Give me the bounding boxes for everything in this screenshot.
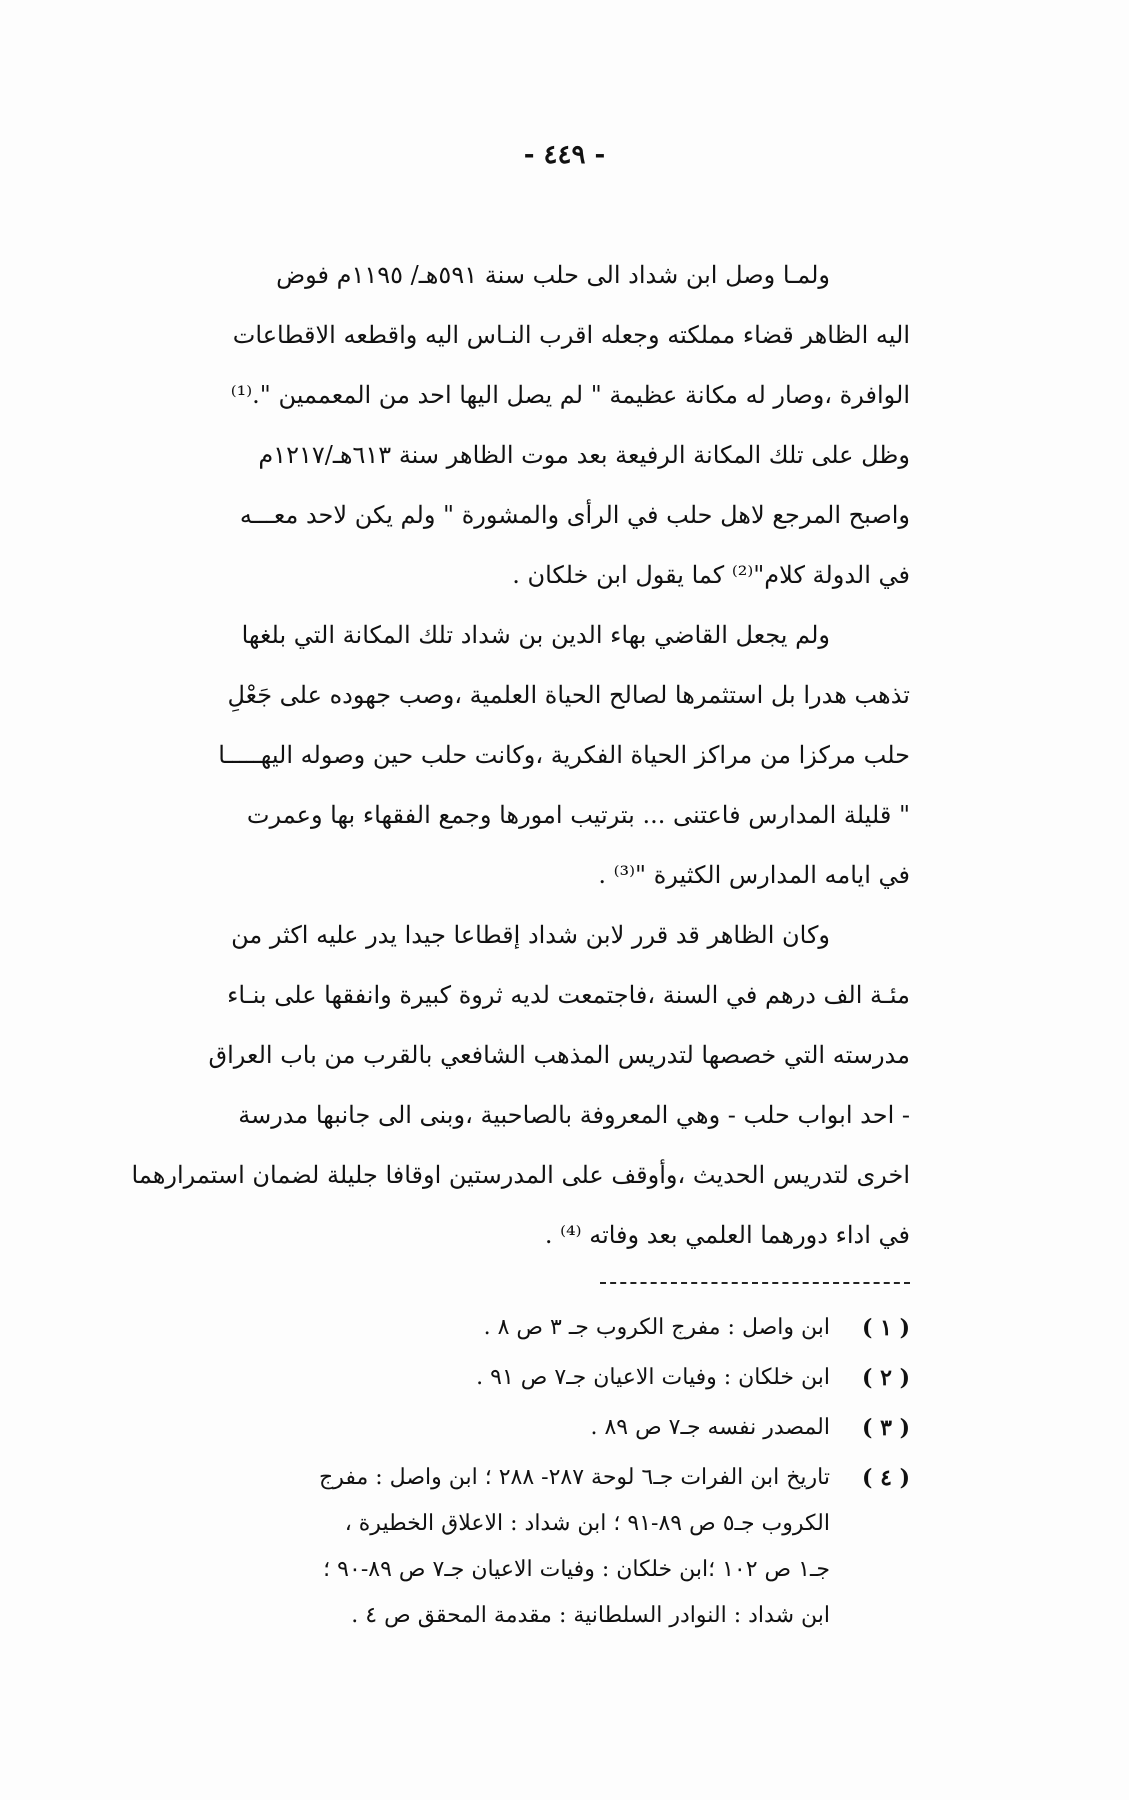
footnote-line: ابن شداد : النوادر السلطانية : مقدمة المحقق ص ٤ .: [351, 1603, 830, 1628]
body-text: [120, 245, 910, 1265]
footnote: [140, 1405, 910, 1451]
footnote-number: ( ٣ ): [862, 1415, 910, 1441]
text-line: وكان الظاهر قد قرر لابن شداد إقطاعا جيدا يدر عليه اكثر من: [231, 921, 830, 949]
footnote: [140, 1455, 910, 1639]
footnote-line: ابن واصل : مفرج الكروب جـ ٣ ص ٨ .: [483, 1315, 830, 1340]
text-line: مدرسته التي خصصها لتدريس المذهب الشافعي بالقرب من باب العراق: [208, 1041, 910, 1069]
footnote-number: ( ١ ): [862, 1315, 910, 1341]
paragraph-2: [120, 605, 910, 905]
footnote-body: [140, 1455, 830, 1639]
footnote: [140, 1305, 910, 1351]
text-line: اخرى لتدريس الحديث ،وأوقف على المدرستين اوقافا جليلة لضمان استمرارهما: [131, 1161, 910, 1189]
footnote-number: ( ٤ ): [862, 1465, 910, 1491]
text-line: في اداء دورهما العلمي بعد وفاته ⁽⁴⁾ .: [544, 1221, 910, 1249]
page-number: - ٤٤٩ -: [523, 140, 606, 170]
footnote-body: [140, 1305, 830, 1351]
text-line: واصبح المرجع لاهل حلب في الرأى والمشورة " ولم يكن لاحد معـــه: [239, 501, 910, 529]
text-line: حلب مركزا من مراكز الحياة الفكرية ،وكانت حلب حين وصوله اليهـــــا: [218, 741, 910, 769]
text-line: في ايامه المدارس الكثيرة "⁽³⁾ .: [598, 861, 910, 889]
footnote-number: ( ٢ ): [862, 1365, 910, 1391]
text-line: - احد ابواب حلب - وهي المعروفة بالصاحبية ،وبنى الى جانبها مدرسة: [238, 1101, 910, 1129]
footnote-line: تاريخ ابن الفرات جـ٦ لوحة ٢٨٧- ٢٨٨ ؛ ابن واصل : مفرج: [319, 1465, 830, 1490]
footnote-line: ابن خلكان : وفيات الاعيان جـ٧ ص ٩١ .: [476, 1365, 830, 1390]
text-line: اليه الظاهر قضاء مملكته وجعله اقرب النـاس اليه واقطعه الاقطاعات: [232, 321, 910, 349]
footnote-line: المصدر نفسه جـ٧ ص ٨٩ .: [590, 1415, 830, 1440]
footnotes: [140, 1305, 910, 1643]
paragraph-1: [120, 245, 910, 605]
footnote-body: [140, 1405, 830, 1451]
footnote: [140, 1355, 910, 1401]
text-line: الوافرة ،وصار له مكانة عظيمة " لم يصل اليها احد من المعممين ".⁽¹⁾: [230, 381, 910, 409]
footnote-line: جـ١ ص ١٠٢ ؛ابن خلكان : وفيات الاعيان جـ٧ ص ٨٩-٩٠ ؛: [323, 1557, 830, 1582]
text-line: وظل على تلك المكانة الرفيعة بعد موت الظاهر سنة ٦١٣هـ/١٢١٧م: [258, 441, 910, 469]
footnote-body: [140, 1355, 830, 1401]
text-line: ولم يجعل القاضي بهاء الدين بن شداد تلك المكانة التي بلغها: [241, 621, 830, 649]
footnote-divider: [600, 1282, 910, 1284]
text-line: ولمـا وصل ابن شداد الى حلب سنة ٥٩١هـ/ ١١٩٥م فوض: [276, 261, 830, 289]
text-line: " قليلة المدارس فاعتنى ... بترتيب امورها وجمع الفقهاء بها وعمرت: [246, 801, 910, 829]
footnote-line: الكروب جـ٥ ص ٨٩-٩١ ؛ ابن شداد : الاعلاق الخطيرة ،: [344, 1511, 830, 1536]
text-line: مئـة الف درهم في السنة ،فاجتمعت لديه ثروة كبيرة وانفقها على بنـاء: [227, 981, 910, 1009]
paragraph-3: [120, 905, 910, 1265]
text-line: في الدولة كلام"⁽²⁾ كما يقول ابن خلكان .: [512, 561, 910, 589]
text-line: تذهب هدرا بل استثمرها لصالح الحياة العلمية ،وصب جهوده على جَعْلِ: [227, 681, 910, 709]
